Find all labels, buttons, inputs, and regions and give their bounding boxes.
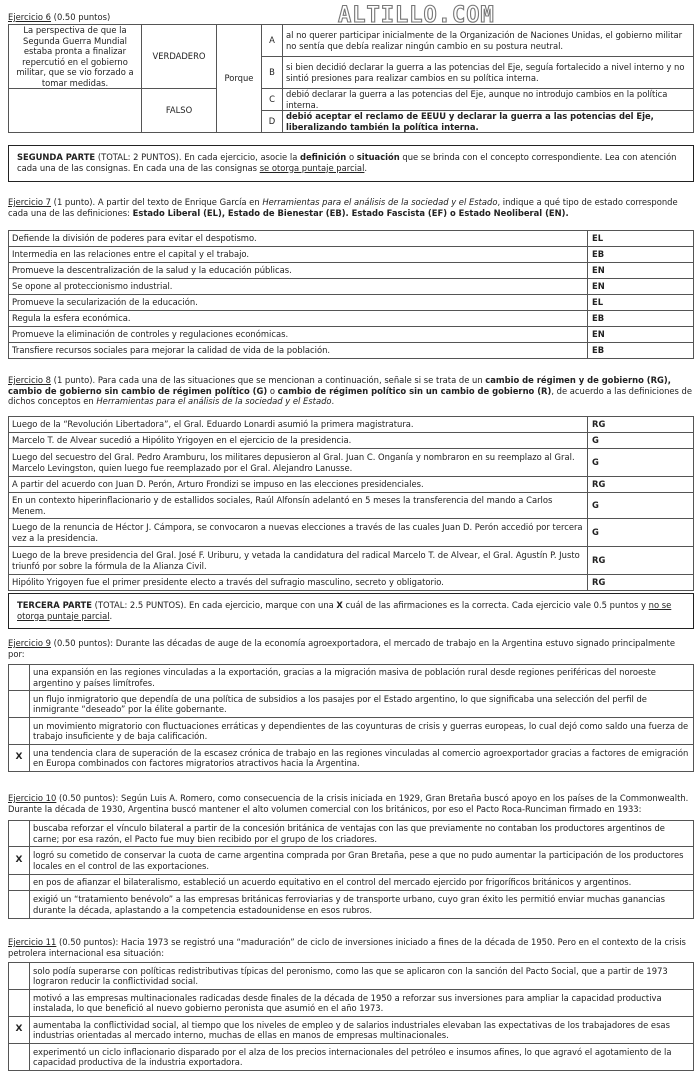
answer-mark (9, 821, 30, 847)
row-text: Regula la esfera económica. (9, 311, 588, 327)
watermark-logo: ALTILLO.COM (338, 3, 495, 28)
option-text: logró su cometido de conservar la cuota de carne argentina comprada por Gran Bretaña, pese a que no pudo aumentar la participación de los productores locales en el control de las exportaciones. (30, 847, 694, 875)
row-answer: RG (588, 547, 694, 575)
ej6-option-text: si bien decidió declarar la guerra a las potencias del Eje, seguía fortalecido a nivel interno y no sintió presiones para realizar cambios en su política interna. (283, 57, 694, 89)
ej11-table (8, 962, 694, 1071)
ej7-intro: Ejercicio 7 (1 punto). A partir del texto de Enrique García en Herramientas para el análisis de la sociedad y el Estado, indique a qué tipo de estado corresponde cada una de las definiciones: Estado Liberal (EL), Estado de Bienestar (EB). Estado Fascista (EF) o Estado Neoliberal (EN). (8, 197, 678, 218)
row-answer: EN (588, 263, 694, 279)
ej6-option-letter: A (262, 25, 283, 57)
ej6-option-letter: B (262, 57, 283, 89)
table-row (9, 295, 694, 311)
ej11-intro: Ejercicio 11 (0.50 puntos): Hacia 1973 se registró una “maduración” de ciclo de inversiones iniciado a fines de la década de 1950. Pero en el contexto de la crisis petrolera internacional esa situación: (8, 937, 686, 958)
row-text: Luego de la renuncia de Héctor J. Cámpora, se convocaron a nuevas elecciones a través de las cuales Juan D. Perón accedió por tercera vez a la presidencia. (9, 519, 588, 547)
table-row (9, 718, 694, 745)
row-answer: G (588, 433, 694, 449)
row-answer: EB (588, 247, 694, 263)
answer-mark (9, 990, 30, 1017)
table-row (9, 963, 694, 990)
row-answer: G (588, 449, 694, 477)
row-text: Luego del secuestro del Gral. Pedro Aramburu, los militares depusieron al Gral. Juan C. Onganía y nombraron en su reemplazo al Gral. Marcelo Levingston, quien luego fue reemplazado por el Gral. Alejandro Lanusse. (9, 449, 588, 477)
row-text: Hipólito Yrigoyen fue el primer presidente electo a través del sufragio masculino, secreto y obligatorio. (9, 575, 588, 591)
answer-mark (9, 665, 30, 691)
answer-mark (9, 691, 30, 718)
option-text: un movimiento migratorio con fluctuaciones erráticas y dependientes de las coyunturas de crisis y guerras europeas, lo cual dejó como saldo una fuerza de trabajo insuficiente y de baja calificación. (30, 718, 694, 745)
row-answer: EL (588, 295, 694, 311)
table-row (9, 990, 694, 1017)
table-row (9, 417, 694, 433)
row-answer: EN (588, 279, 694, 295)
answer-mark: X (9, 745, 30, 772)
row-text: Promueve la secularización de la educación. (9, 295, 588, 311)
ej6-statement: La perspectiva de que la Segunda Guerra Mundial estaba pronta a finalizar repercutió en el gobierno militar, que se vio forzado a tomar medidas. (9, 25, 142, 89)
ej6-option-text: debió declarar la guerra a las potencias del Eje, aunque no introdujo cambios en la política interna. (283, 89, 694, 111)
table-row (9, 519, 694, 547)
ej9-table (8, 664, 694, 772)
ej9-intro: Ejercicio 9 (0.50 puntos): Durante las décadas de auge de la economía agroexportadora, el mercado de trabajo en la Argentina estuvo signado principalmente por: (8, 638, 676, 659)
answer-mark: X (9, 1017, 30, 1044)
row-text: Se opone al proteccionismo industrial. (9, 279, 588, 295)
table-row (9, 327, 694, 343)
part3-box: TERCERA PARTE (TOTAL: 2.5 PUNTOS). En cada ejercicio, marque con una X cuál de las afirmaciones es la correcta. Cada ejercicio vale 0.5 puntos y no se otorga puntaje parcial. (8, 593, 694, 629)
row-text: Luego de la breve presidencia del Gral. José F. Uriburu, y vetada la candidatura del radical Marcelo T. de Alvear, el Gral. Agustín P. Justo triunfó por sobre la fórmula de la Alianza Civil. (9, 547, 588, 575)
option-text: una tendencia clara de superación de la escasez crónica de trabajo en las regiones vinculadas al comercio agroexportador gracias a factores de emigración en Europa combinados con factores migratorios atractivos hacia la Argentina. (30, 745, 694, 772)
table-row (9, 1017, 694, 1044)
table-row (9, 247, 694, 263)
ej8-table (8, 416, 694, 591)
row-answer: RG (588, 477, 694, 493)
row-text: Promueve la eliminación de controles y regulaciones económicas. (9, 327, 588, 343)
ej10-intro: Ejercicio 10 (0.50 puntos): Según Luis A. Romero, como consecuencia de la crisis iniciada en 1929, Gran Bretaña buscó apoyo en los países de la Commonwealth. Durante la década de 1930, Argentina buscó mantener el alto volumen comercial con los británicos, por eso el Pacto Roca-Runciman firmado en 1933: (8, 793, 689, 814)
row-answer: EN (588, 327, 694, 343)
answer-mark (9, 1044, 30, 1071)
table-row (9, 821, 694, 847)
row-answer: RG (588, 575, 694, 591)
ej8-intro: Ejercicio 8 (1 punto). Para cada una de las situaciones que se mencionan a continuación, señale si se trata de un cambio de régimen y de gobierno (RG), cambio de gobierno sin cambio de régimen político (G) o cambio de régimen político sin un cambio de gobierno (R), de acuerdo a las definiciones de dichos conceptos en Herramientas para el análisis de la sociedad y el Estado. (8, 375, 693, 406)
row-text: Promueve la descentralización de la salud y la educación públicas. (9, 263, 588, 279)
row-answer: EL (588, 231, 694, 247)
ej7-table (8, 230, 694, 359)
option-text: exigió un “tratamiento benévolo” a las empresas británicas ferroviarias y de transporte urbano, cuyo gran éxito les permitió enviar muchas ganancias durante la década, aplastando a la competencia estadounidense en esos rubros. (30, 891, 694, 919)
option-text: aumentaba la conflictividad social, al tiempo que los niveles de empleo y de salarios industriales elevaban las expectativas de los trabajadores de esas industrias orientadas al mercado interno, muchas de ellas en manos de empresas multinacionales. (30, 1017, 694, 1044)
ej6-option-letter: D (262, 111, 283, 133)
row-answer: EB (588, 343, 694, 359)
answer-mark (9, 718, 30, 745)
table-row (9, 575, 694, 591)
row-text: Intermedia en las relaciones entre el capital y el trabajo. (9, 247, 588, 263)
table-row (9, 875, 694, 891)
table-row (9, 433, 694, 449)
option-text: motivó a las empresas multinacionales radicadas desde finales de la década de 1950 a reforzar sus inversiones para ampliar la capacidad productiva instalada, lo que benefició al nuevo gobierno peronista que asumió en el año 1973. (30, 990, 694, 1017)
ej6-option-letter: C (262, 89, 283, 111)
table-row (9, 263, 694, 279)
option-text: buscaba reforzar el vínculo bilateral a partir de la concesión británica de ventajas con las que previamente no contaban los productores argentinos de carne; por esa razón, el Pacto fue muy bien recibido por el grupo de los criadores. (30, 821, 694, 847)
table-row (9, 691, 694, 718)
table-row (9, 847, 694, 875)
answer-mark (9, 875, 30, 891)
table-row (9, 891, 694, 919)
answer-mark (9, 891, 30, 919)
row-answer: G (588, 493, 694, 519)
table-row (9, 745, 694, 772)
row-text: Luego de la “Revolución Libertadora”, el Gral. Eduardo Lonardi asumió la primera magistratura. (9, 417, 588, 433)
option-text: un flujo inmigratorio que dependía de una política de subsidios a los pasajes por el Estado argentino, lo que significaba una selección del perfil de inmigrante “deseado” por la élite gobernante. (30, 691, 694, 718)
table-row (9, 311, 694, 327)
ej6-table (8, 24, 694, 133)
part2-box: SEGUNDA PARTE (TOTAL: 2 PUNTOS). En cada ejercicio, asocie la definición o situación que se brinda con el concepto correspondiente. Lea con atención cada una de las consignas. En cada una de las consignas se otorga puntaje parcial. (8, 145, 694, 182)
table-row (9, 231, 694, 247)
row-text: Defiende la división de poderes para evitar el despotismo. (9, 231, 588, 247)
ej6-option-text: al no querer participar inicialmente de la Organización de Naciones Unidas, el gobierno militar no sentía que debía realizar ningún cambio en su postura neutral. (283, 25, 694, 57)
ej6-option-text-correct: debió aceptar el reclamo de EEUU y declarar la guerra a las potencias del Eje, liberalizando también la política interna. (283, 111, 694, 133)
option-text: una expansión en las regiones vinculadas a la exportación, gracias a la migración masiva de población rural desde regiones periféricas del noroeste argentino y países limítrofes. (30, 665, 694, 691)
answer-mark (9, 963, 30, 990)
table-row (9, 493, 694, 519)
ej6-true-label: VERDADERO (142, 25, 217, 89)
row-text: Marcelo T. de Alvear sucedió a Hipólito Yrigoyen en el ejercicio de la presidencia. (9, 433, 588, 449)
row-text: En un contexto hiperinflacionario y de estallidos sociales, Raúl Alfonsín adelantó en 5 meses la transferencia del mando a Carlos Menem. (9, 493, 588, 519)
table-row (9, 665, 694, 691)
table-row (9, 279, 694, 295)
ej6-false-label: FALSO (142, 89, 217, 133)
ej10-table (8, 820, 694, 919)
row-answer: RG (588, 417, 694, 433)
table-row (9, 477, 694, 493)
table-row (9, 343, 694, 359)
table-row (9, 547, 694, 575)
table-row (9, 449, 694, 477)
answer-mark: X (9, 847, 30, 875)
row-text: Transfiere recursos sociales para mejorar la calidad de vida de la población. (9, 343, 588, 359)
ej6-porque: Porque (217, 25, 262, 133)
option-text: en pos de afianzar el bilateralismo, estableció un acuerdo equitativo en el control del mercado ejercido por frigoríficos británicos y argentinos. (30, 875, 694, 891)
option-text: solo podía superarse con políticas redistributivas típicas del peronismo, como las que se aplicaron con la sanción del Pacto Social, que a partir de 1973 lograron reducir la conflictividad social. (30, 963, 694, 990)
option-text: experimentó un ciclo inflacionario disparado por el alza de los precios internacionales del petróleo e insumos afines, lo que agravó el agotamiento de la capacidad productiva de la industria exportadora. (30, 1044, 694, 1071)
row-answer: G (588, 519, 694, 547)
ej6-heading: Ejercicio 6 (0.50 puntos) (8, 12, 111, 22)
row-answer: EB (588, 311, 694, 327)
ej6-empty-cell (9, 89, 142, 133)
row-text: A partir del acuerdo con Juan D. Perón, Arturo Frondizi se impuso en las elecciones presidenciales. (9, 477, 588, 493)
table-row (9, 1044, 694, 1071)
